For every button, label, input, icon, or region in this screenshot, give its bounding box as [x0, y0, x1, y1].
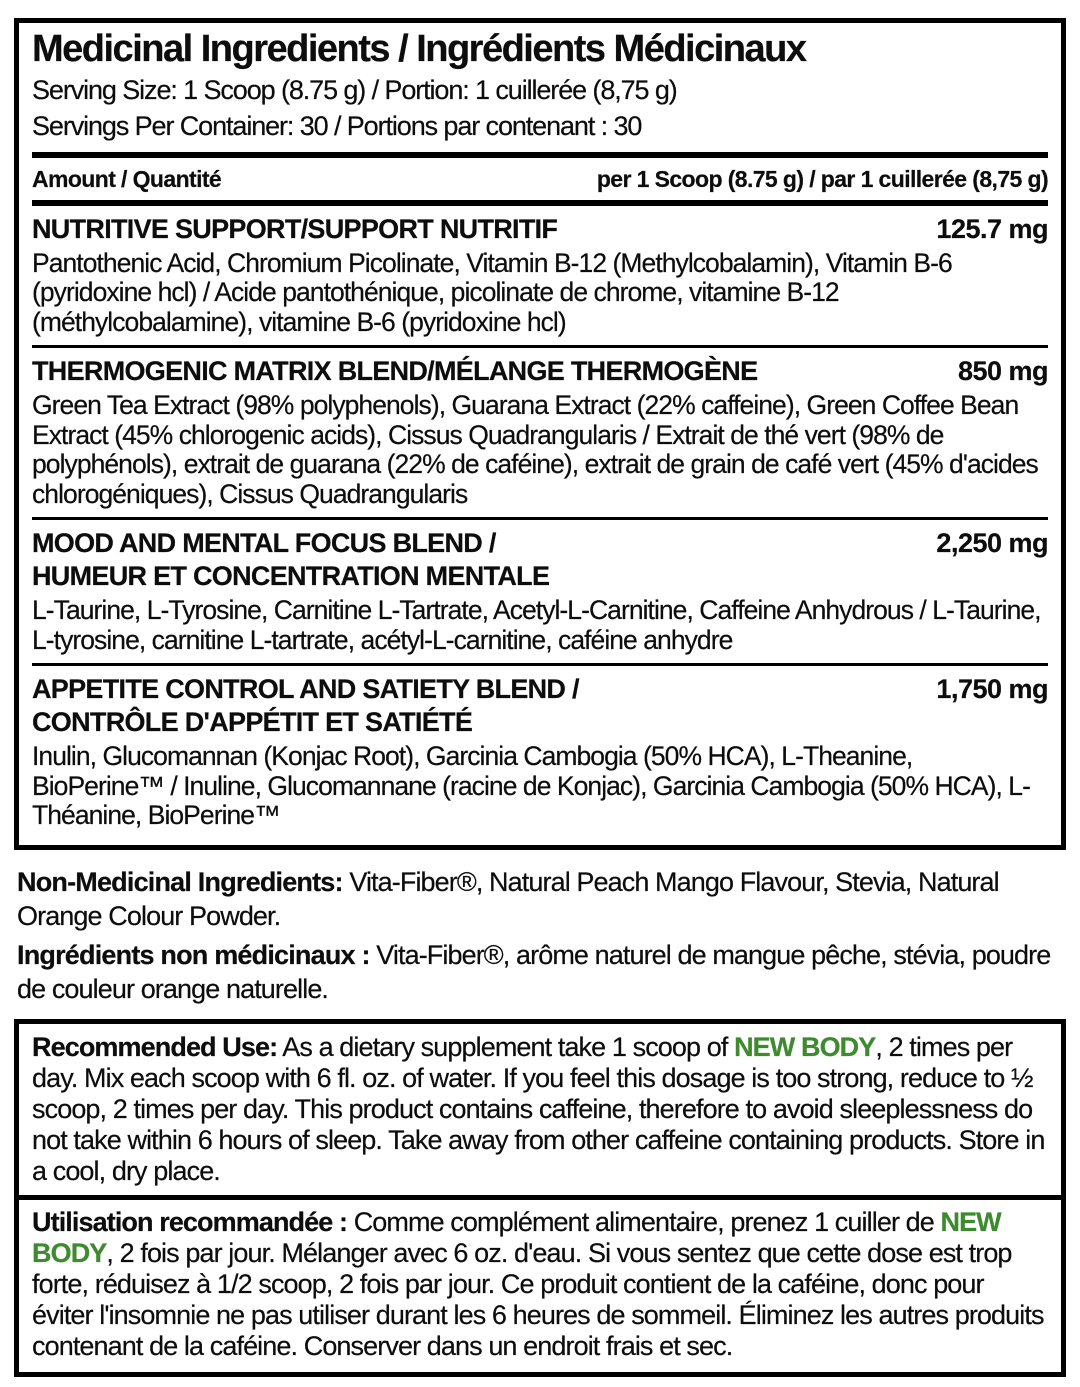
section-header: [32, 527, 1048, 593]
recommended-use-fr-label: Utilisation recommandée :: [32, 1206, 348, 1237]
section-name: MOOD AND MENTAL FOCUS BLEND / HUMEUR ET CONCENTRATION MENTALE: [32, 528, 550, 592]
brand-name: NEW BODY: [734, 1031, 876, 1062]
serving-size-line: Serving Size: 1 Scoop (8.75 g) / Portion: 1 cuillerée (8,75 g): [32, 74, 677, 105]
thick-rule: [19, 1195, 1061, 1200]
amount-header-row: [32, 158, 1048, 200]
non-medicinal-ingredients: [17, 865, 1063, 1006]
per-scoop-label: per 1 Scoop (8.75 g) / par 1 cuillerée (8,75 g): [596, 165, 1048, 192]
section-header: [32, 213, 1048, 246]
section-thermogenic-matrix: [32, 348, 1048, 517]
section-name: NUTRITIVE SUPPORT/SUPPORT NUTRITIF: [32, 213, 558, 244]
amount-label: Amount / Quantité: [32, 165, 222, 192]
section-ingredients: L-Taurine, L-Tyrosine, Carnitine L-Tartrate, Acetyl-L-Carnitine, Caffeine Anhydrous / L-Taurine, L-tyrosine, carnitine L-tartrate, acétyl-L-carnitine, caféine anhydre: [32, 595, 1041, 655]
non-medicinal-en: Non-Medicinal Ingredients: Vita-Fiber®, Natural Peach Mango Flavour, Stevia, Natural Orange Colour Powder.: [17, 866, 999, 931]
recommended-use-en-label: Recommended Use:: [32, 1031, 278, 1062]
section-ingredients: Inulin, Glucomannan (Konjac Root), Garcinia Cambogia (50% HCA), L-Theanine, BioPerine™ / Inuline, Glucomannane (racine de Konjac), Garcinia Cambogia (50% HCA), L-Théanine, BioPerine™: [32, 741, 1030, 831]
section-name: APPETITE CONTROL AND SATIETY BLEND / CONTRÔLE D'APPÉTIT ET SATIÉTÉ: [32, 674, 579, 738]
section-amount: 1,750 mg: [936, 674, 1048, 705]
recommended-use-en: Recommended Use: As a dietary supplement take 1 scoop of NEW BODY, 2 times per day. Mix each scoop with 6 fl. oz. of water. If you feel this dosage is too strong, reduce to ½ scoop, 2 times per day. This product contains caffeine, therefore to avoid sleeplessness do not take within 6 hours of sleep. Take away from other caffeine containing products. Store in a cool, dry place.: [32, 1031, 1045, 1186]
non-medicinal-fr-label: Ingrédients non médicinaux :: [17, 939, 370, 970]
brand-name: NEW BODY: [32, 1206, 1001, 1268]
section-name: THERMOGENIC MATRIX BLEND/MÉLANGE THERMOGÈNE: [32, 356, 758, 387]
servings-per-container-line: Servings Per Container: 30 / Portions par contenant : 30: [32, 110, 642, 141]
section-amount: 125.7 mg: [936, 213, 1048, 244]
panel-title: Medicinal Ingredients / Ingrédients Médicinaux: [32, 28, 806, 70]
section-nutritive-support: [32, 206, 1048, 346]
recommended-use-fr: Utilisation recommandée : Comme complément alimentaire, prenez 1 cuiller de NEW BODY, 2 fois par jour. Mélanger avec 6 oz. d'eau. Si vous sentez que cette dose est trop forte, réduisez à 1/2 scoop, 2 fois par jour. Ce produit contient de la caféine, donc pour éviter l'insomnie ne pas utiliser durant les 6 heures de sommeil. Éliminez les autres produits contenant de la caféine. Conserver dans un endroit frais et sec.: [32, 1206, 1044, 1361]
section-amount: 850 mg: [957, 356, 1048, 387]
non-medicinal-en-label: Non-Medicinal Ingredients:: [17, 866, 343, 897]
section-ingredients: Pantothenic Acid, Chromium Picolinate, Vitamin B-12 (Methylcobalamin), Vitamin B-6 (pyridoxine hcl) / Acide pantothénique, picolinate de chrome, vitamine B-12 (méthylcobalamine), vitamine B-6 (pyridoxine hcl): [32, 247, 952, 337]
medicinal-ingredients-panel: [14, 18, 1066, 850]
section-header: [32, 673, 1048, 739]
section-header: [32, 355, 1048, 388]
section-appetite-control: [32, 666, 1048, 839]
non-medicinal-fr: Ingrédients non médicinaux : Vita-Fiber®, arôme naturel de mangue pêche, stévia, poudre de couleur orange naturelle.: [17, 939, 1051, 1004]
recommended-use-box: [14, 1019, 1066, 1377]
section-ingredients: Green Tea Extract (98% polyphenols), Guarana Extract (22% caffeine), Green Coffee Bean Extract (45% chlorogenic acids), Cissus Quadrangularis / Extrait de thé vert (98% de polyphénols), extrait de guarana (22% de caféine), extrait de grain de café vert (45% d'acides chlorogéniques), Cissus Quadrangularis: [32, 390, 1038, 509]
section-mood-mental-focus: [32, 520, 1048, 663]
section-amount: 2,250 mg: [936, 528, 1048, 559]
